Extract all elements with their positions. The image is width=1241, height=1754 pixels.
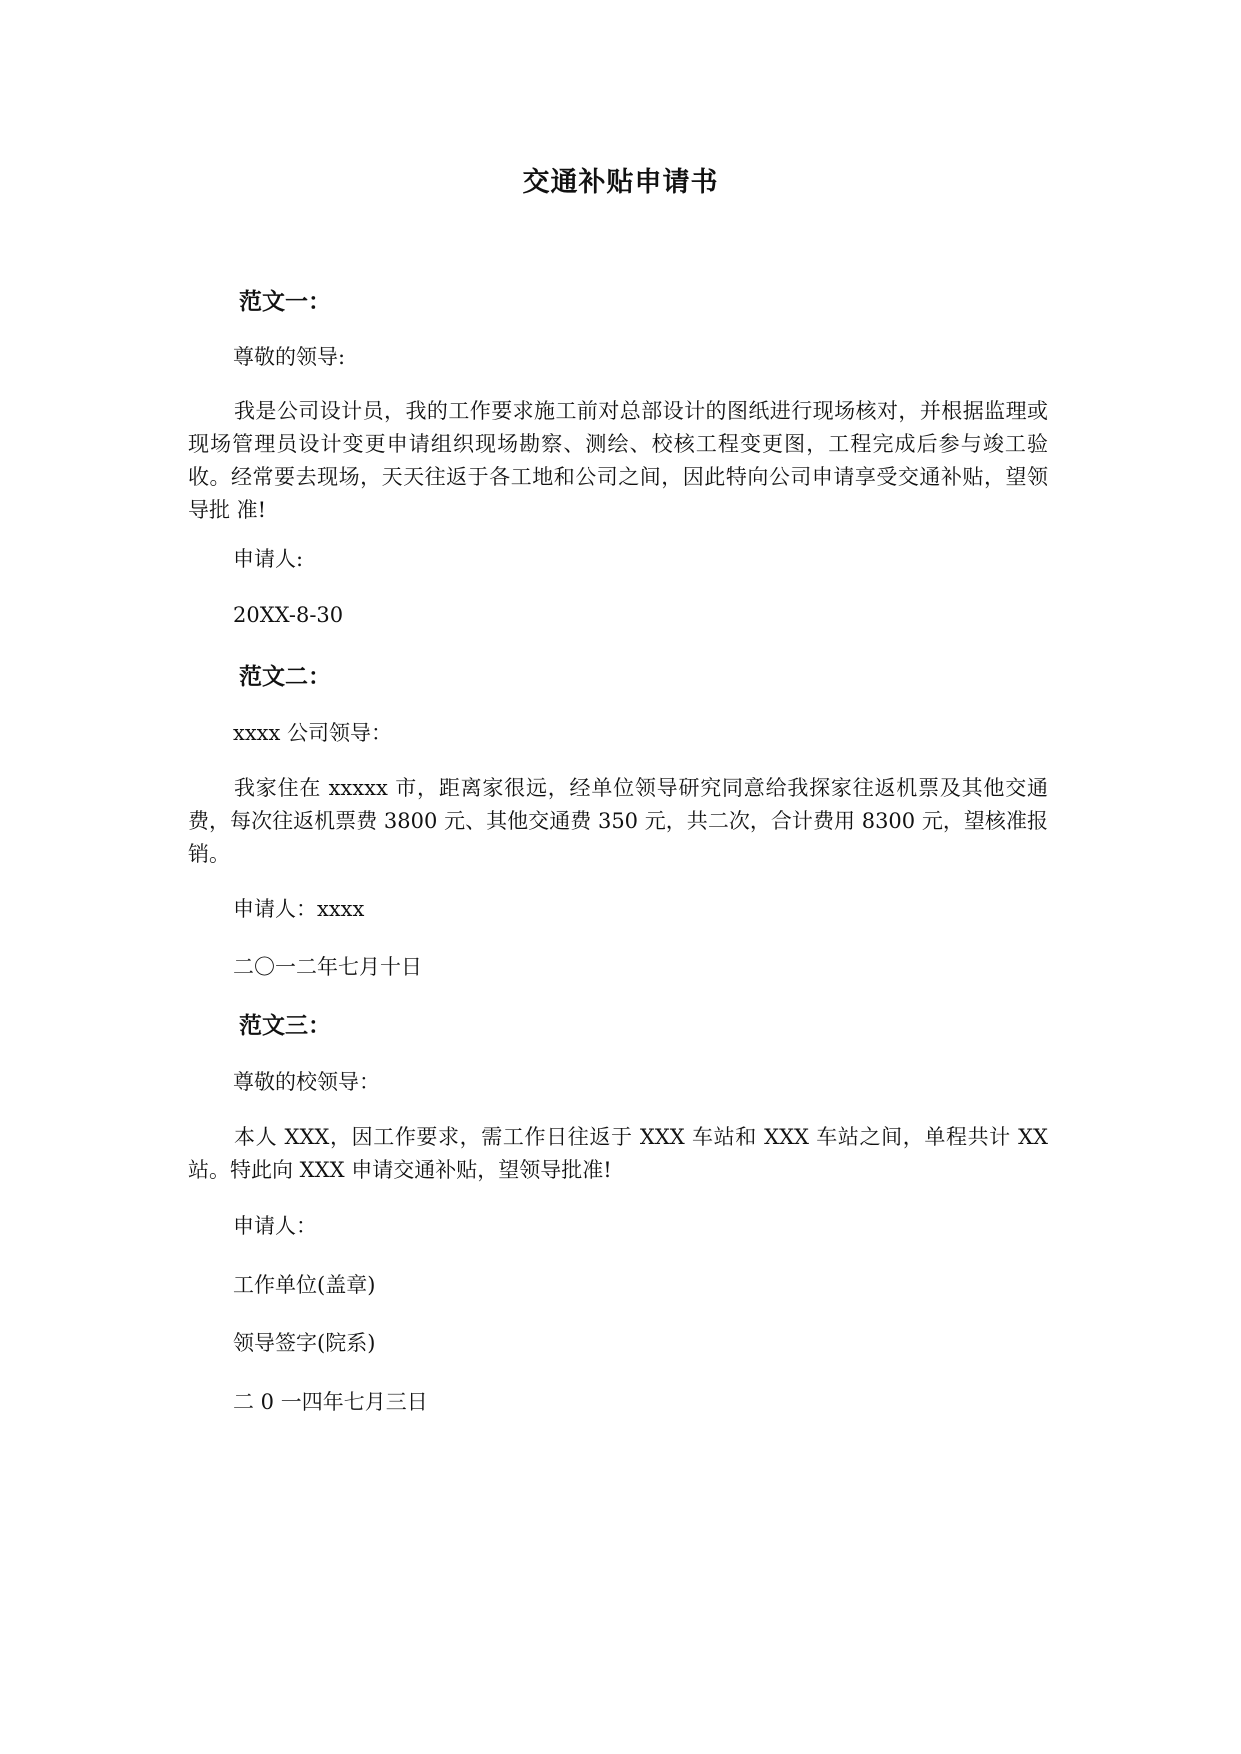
sample3-date: 二 0 一四年七月三日 xyxy=(233,1390,428,1414)
sample2-heading: 范文二： xyxy=(239,663,331,690)
sample1-heading: 范文一： xyxy=(239,288,331,315)
sample1-date: 20XX-8-30 xyxy=(233,603,344,627)
sample1-body: 我是公司设计员，我的工作要求施工前对总部设计的图纸进行现场核对，并根据监理或现场管理员设计变更申请组织现场勘察、测绘、校核工程变更图，工程完成后参与竣工验收。经常要去现场，天天往返于各工地和公司之间，因此特向公司申请享受交通补贴，望领导批 准! xyxy=(188,399,1048,522)
sample3-leader-signature: 领导签字(院系) xyxy=(233,1331,376,1355)
sample3-applicant: 申请人： xyxy=(233,1214,317,1238)
sample2-applicant: 申请人：xxxx xyxy=(233,897,365,921)
sample3-work-unit: 工作单位(盖章) xyxy=(233,1273,376,1297)
document-title: 交通补贴申请书 xyxy=(522,167,719,198)
sample1-applicant: 申请人: xyxy=(233,547,304,571)
sample3-body: 本人 XXX，因工作要求，需工作日往返于 XXX 车站和 XXX 车站之间，单程共计 XX 站。特此向 XXX 申请交通补贴，望领导批准! xyxy=(188,1125,1048,1182)
sample2-salutation: xxxx 公司领导： xyxy=(233,721,393,745)
sample3-salutation: 尊敬的校领导： xyxy=(233,1070,380,1094)
sample2-date: 二〇一二年七月十日 xyxy=(233,955,422,979)
sample1-salutation: 尊敬的领导: xyxy=(233,345,346,369)
sample2-body: 我家住在 xxxxx 市，距离家很远，经单位领导研究同意给我探家往返机票及其他交通费，每次往返机票费 3800 元、其他交通费 350 元，共二次，合计费用 8300 元，望核准报销。 xyxy=(188,776,1048,866)
sample3-heading: 范文三： xyxy=(239,1012,331,1039)
